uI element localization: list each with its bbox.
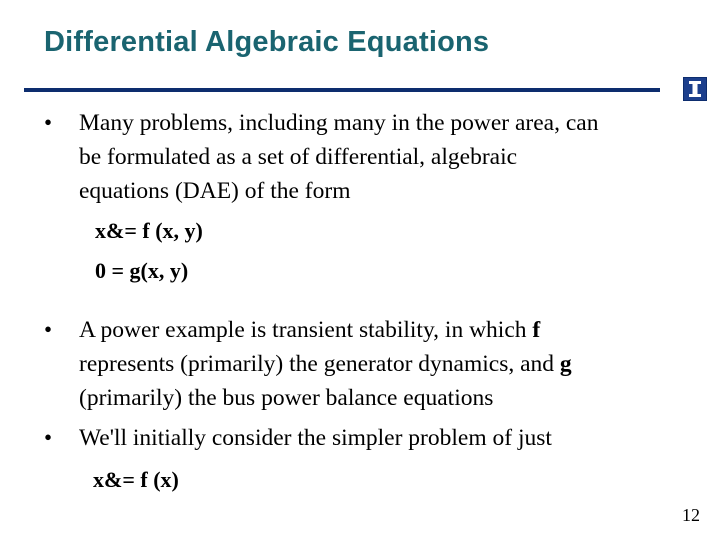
bullet-text: We'll initially consider the simpler problem of just: [79, 425, 552, 451]
illinois-i-icon: [683, 77, 707, 101]
slide-title: Differential Algebraic Equations: [44, 26, 490, 58]
text-line: [79, 347, 689, 381]
text-line: [79, 313, 689, 347]
bullet-text: [79, 106, 689, 208]
text-run: represents (primarily) the generator dynamics, and: [79, 351, 560, 377]
bullet-marker: •: [44, 425, 53, 450]
text-line: equations (DAE) of the form: [79, 178, 351, 204]
bold-symbol-g: g: [559, 351, 572, 377]
equation-ode: x&= f (x): [93, 467, 179, 492]
equation-dae-algebraic: 0 = g(x, y): [95, 258, 189, 283]
bullet-marker: •: [44, 110, 53, 135]
bullet-marker: •: [44, 317, 53, 342]
title-rule: [24, 88, 660, 92]
equation-dae-differential: x&= f (x, y): [95, 218, 203, 243]
page-number: 12: [682, 505, 700, 525]
text-line: be formulated as a set of differential, algebraic: [79, 144, 518, 170]
bold-symbol-f: f: [532, 317, 541, 343]
text-line: (primarily) the bus power balance equations: [79, 385, 494, 411]
text-line: Many problems, including many in the power area, can: [79, 110, 599, 136]
bullet-text: [79, 313, 689, 415]
text-run: A power example is transient stability, in which: [79, 317, 533, 343]
